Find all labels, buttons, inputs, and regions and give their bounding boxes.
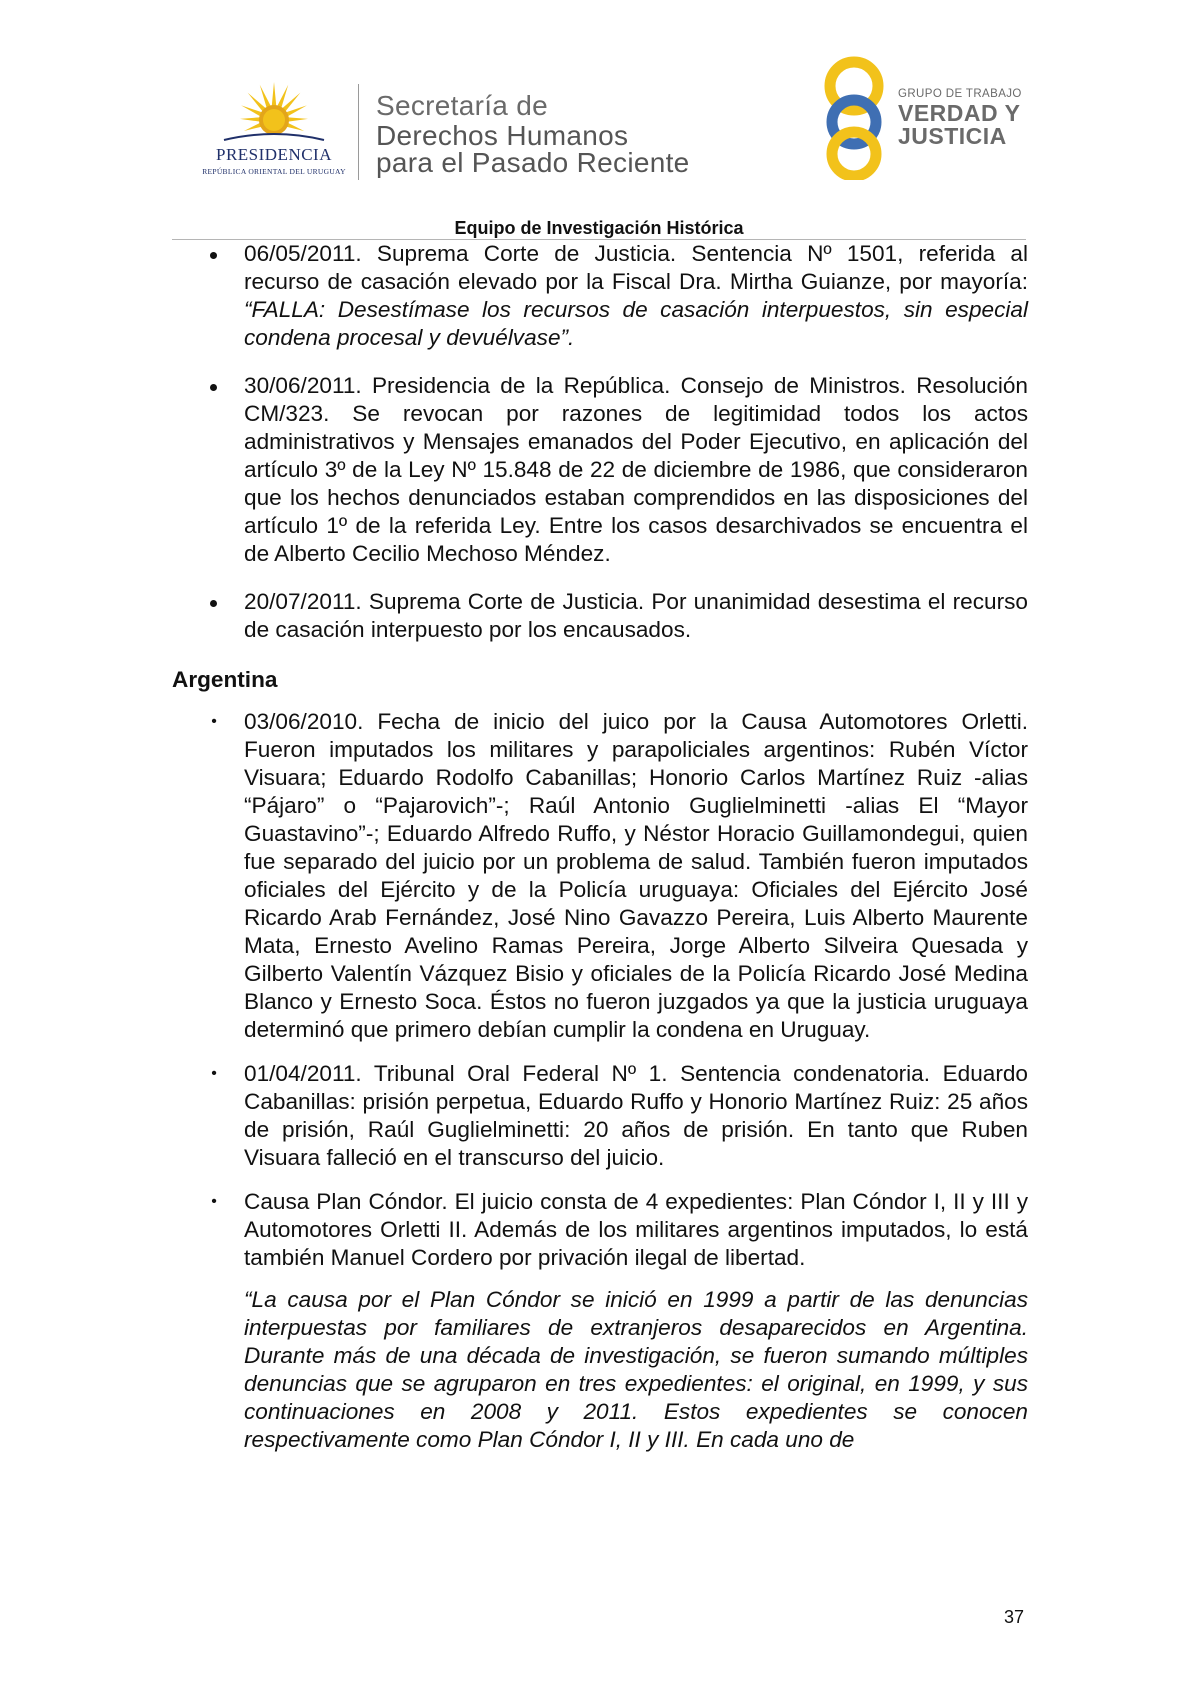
list-item: [172, 1188, 1028, 1272]
list-item: [172, 1060, 1028, 1172]
item-text: 20/07/2011. Suprema Corte de Justicia. Por unanimidad desestima el recurso de casación interpuesto por los encausados.: [244, 589, 1028, 642]
item-quote: “FALLA: Desestímase los recursos de casación interpuestos, sin especial condena procesal y devuélvase”.: [244, 297, 1028, 350]
bullet-symbol: •: [211, 1065, 217, 1082]
justicia-label: JUSTICIA: [898, 123, 1007, 149]
sun-emblem-icon: [198, 80, 350, 146]
list-item: [172, 588, 1028, 644]
item-text: 30/06/2011. Presidencia de la República. Consejo de Ministros. Resolución CM/323. Se revocan por razones de legitimidad todos los actos administrativos y Mensajes emanados del Poder Ejecutivo, en aplicación del artículo 3º de la Ley Nº 15.848 de 22 de diciembre de 1986, que consideraron que los hechos denunciados estaban comprendidos en las disposiciones del artículo 1º de la referida Ley. Entre los casos desarchivados se encuentra el de Alberto Cecilio Mechoso Méndez.: [244, 373, 1028, 566]
logo-divider: [358, 84, 359, 180]
list-item: [172, 708, 1028, 1044]
section-heading: Argentina: [172, 667, 278, 692]
list-item: [172, 240, 1028, 352]
team-title: Equipo de Investigación Histórica: [454, 218, 744, 238]
verdad-justicia-logo: [820, 56, 890, 180]
list-item: [172, 372, 1028, 568]
page-header: [0, 0, 1190, 240]
document-body: [172, 240, 1028, 1477]
chain-rings-icon: [820, 56, 890, 180]
secretaria-title-line1: Secretaría de: [376, 90, 548, 121]
secretaria-title-line2: Derechos Humanos: [376, 120, 629, 151]
item-text: Causa Plan Cóndor. El juicio consta de 4 expedientes: Plan Cóndor I, II y III y Automotores Orletti II. Además de los militares argentinos imputados, lo está también Manuel Cordero por privación ilegal de libertad.: [244, 1189, 1028, 1270]
presidencia-logo: [198, 80, 350, 180]
block-quote: “La causa por el Plan Cóndor se inició en 1999 a partir de las denuncias interpuestas por familiares de extranjeros desaparecidos en Argentina. Durante más de una década de investigación, se fueron sumando múltiples denuncias que se agruparon en tres expedientes: el original, en 1999, y sus continuaciones en 2008 y 2011. Estos expedientes se conocen respectivamente como Plan Cóndor I, II y III. En cada uno de: [244, 1287, 1028, 1452]
page-number: 37: [1004, 1607, 1025, 1627]
bullet-dot: [210, 384, 217, 391]
bullet-dot: [210, 252, 217, 259]
item-text: 03/06/2010. Fecha de inicio del juico por la Causa Automotores Orletti. Fueron imputados los militares y parapoliciales argentinos: Rubén Víctor Visuara; Eduardo Rodolfo Cabanillas; Honorio Carlos Martínez Ruiz -alias “Pájaro” o “Pajarovich”-; Raúl Antonio Guglielminetti -alias El “Mayor Guastavino”-; Eduardo Alfredo Ruffo, y Néstor Horacio Guillamondegui, quien fue separado del juicio por un problema de salud. También fueron imputados oficiales del Ejército y de la Policía uruguaya: Oficiales del Ejército José Ricardo Arab Fernández, José Nino Gavazzo Pereira, Luis Alberto Maurente Mata, Ernesto Avelino Ramas Pereira, Jorge Alberto Silveira Quesada y Gilberto Valentín Vázquez Bisio y oficiales de la Policía Ricardo José Medina Blanco y Ernesto Soca. Éstos no fueron juzgados ya que la justicia uruguaya determinó que primero debían cumplir la condena en Uruguay.: [244, 709, 1028, 1042]
item-text: 01/04/2011. Tribunal Oral Federal Nº 1. Sentencia condenatoria. Eduardo Cabanillas: prisión perpetua, Eduardo Ruffo y Honorio Martínez Ruiz: 25 años de prisión, Raúl Guglielminetti: 20 años de prisión. En tanto que Ruben Visuara falleció en el transcurso del juicio.: [244, 1061, 1028, 1170]
bullet-symbol: •: [211, 1193, 217, 1210]
bullet-dot: [210, 600, 217, 607]
secretaria-title-line3: para el Pasado Reciente: [376, 147, 690, 178]
verdad-label: VERDAD Y: [898, 100, 1021, 126]
presidencia-label: PRESIDENCIA: [215, 145, 332, 164]
presidencia-subtitle: REPÚBLICA ORIENTAL DEL URUGUAY: [202, 167, 346, 176]
item-text: 06/05/2011. Suprema Corte de Justicia. Sentencia Nº 1501, referida al recurso de casación elevado por la Fiscal Dra. Mirtha Guianze, por mayoría:: [244, 241, 1028, 294]
bullet-symbol: •: [211, 713, 217, 730]
grupo-label: GRUPO DE TRABAJO: [898, 88, 1022, 100]
